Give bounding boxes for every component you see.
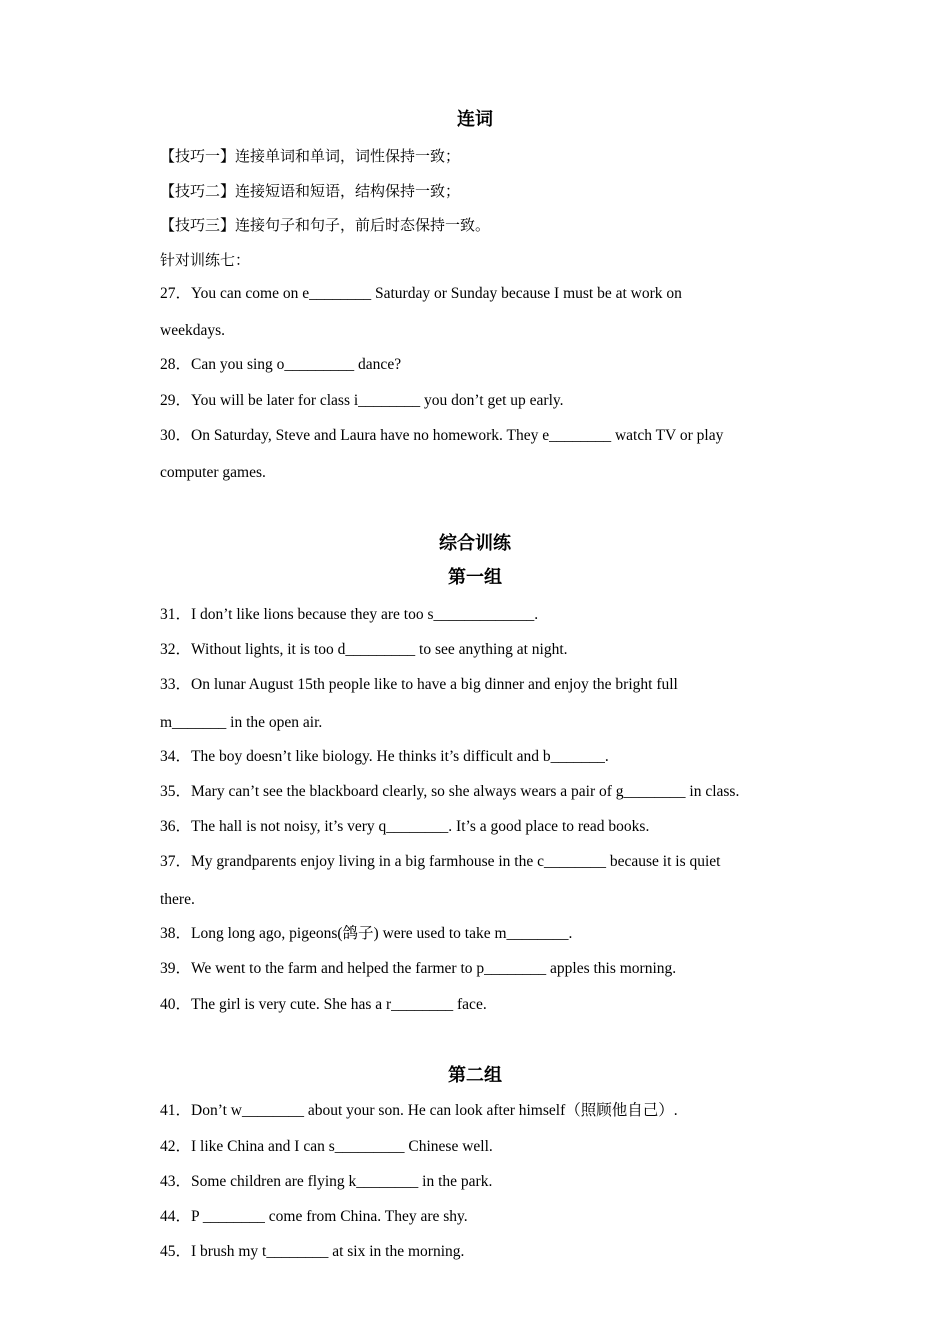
group-1-title: 第一组 (448, 567, 502, 588)
question-33-line-1: 33．On lunar August 15th people like to have a big dinner and enjoy the bright full (160, 676, 678, 693)
question-45: 45．I brush my t________ at six in the morning. (160, 1243, 465, 1260)
question-38: 38．Long long ago, pigeons(鸽子) were used to take m________. (160, 925, 573, 942)
question-37-line-1: 37．My grandparents enjoy living in a big farmhouse in the c________ because it is quiet (160, 853, 721, 870)
question-39: 39．We went to the farm and helped the farmer to p________ apples this morning. (160, 960, 677, 977)
question-37-line-2: there. (160, 891, 195, 908)
question-41: 41．Don’t w________ about your son. He can look after himself（照顾他自己）. (160, 1102, 678, 1119)
question-27-line-1: 27．You can come on e________ Saturday or Sunday because I must be at work on (160, 285, 682, 302)
question-42: 42．I like China and I can s_________ Chinese well. (160, 1138, 493, 1155)
question-34: 34．The boy doesn’t like biology. He thinks it’s difficult and b_______. (160, 748, 609, 765)
practice-label: 针对训练七： (160, 251, 251, 269)
tip-2: 【技巧二】连接短语和短语，结构保持一致； (160, 182, 461, 200)
question-28: 28．Can you sing o_________ dance? (160, 356, 402, 373)
question-44: 44．P ________ come from China. They are shy. (160, 1208, 468, 1225)
question-33-line-2: m_______ in the open air. (160, 714, 323, 731)
question-35: 35．Mary can’t see the blackboard clearly, so she always wears a pair of g________ in class. (160, 783, 740, 800)
section-title-comprehensive: 综合训练 (439, 533, 511, 554)
question-31: 31．I don’t like lions because they are too s_____________. (160, 606, 539, 623)
question-36: 36．The hall is not noisy, it’s very q________. It’s a good place to read books. (160, 818, 650, 835)
section-title-conjunctions: 连词 (457, 109, 493, 130)
question-30-line-1: 30．On Saturday, Steve and Laura have no homework. They e________ watch TV or play (160, 427, 724, 444)
group-2-title: 第二组 (448, 1065, 502, 1086)
question-30-line-2: computer games. (160, 464, 266, 481)
question-27-line-2: weekdays. (160, 322, 225, 339)
question-43: 43．Some children are flying k________ in the park. (160, 1173, 493, 1190)
tip-3: 【技巧三】连接句子和句子，前后时态保持一致。 (160, 216, 491, 234)
question-29: 29．You will be later for class i________ you don’t get up early. (160, 392, 564, 409)
question-32: 32．Without lights, it is too d_________ to see anything at night. (160, 641, 568, 658)
question-40: 40．The girl is very cute. She has a r________ face. (160, 996, 487, 1013)
tip-1: 【技巧一】连接单词和单词，词性保持一致； (160, 147, 461, 165)
